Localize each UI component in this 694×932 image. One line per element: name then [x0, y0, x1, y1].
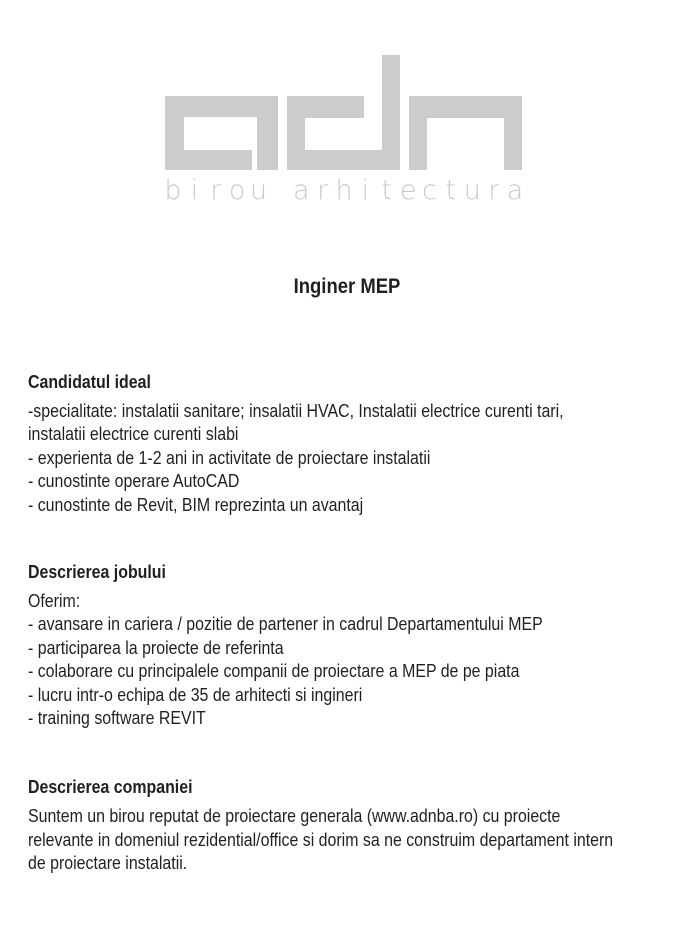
tagline-letter: h	[335, 175, 353, 206]
section-body	[28, 589, 630, 729]
tagline-letter: c	[422, 175, 437, 206]
tagline-letter: i	[190, 175, 199, 206]
body-line: Oferim:	[28, 590, 81, 611]
body-line: - lucru intr-o echipa de 35 de arhitecti si ingineri	[28, 683, 363, 705]
body-line: - avansare in cariera / pozitie de partener in cadrul Departamentului MEP	[28, 613, 543, 635]
body-line: - cunostinte operare AutoCAD	[28, 470, 240, 492]
logo-letter-d	[287, 55, 400, 170]
tagline-letter: u	[249, 175, 268, 206]
tagline-letter: u	[463, 175, 481, 206]
body-line: relevante in domeniul rezidential/office si dorim sa ne construim departament intern	[28, 828, 614, 850]
section-job-description	[28, 560, 630, 729]
body-line: - cunostinte de Revit, BIM reprezinta un avantaj	[28, 493, 364, 515]
company-logo	[0, 0, 694, 220]
logo-letter-a	[165, 96, 278, 170]
tagline-letter: i	[361, 175, 370, 206]
section-ideal-candidate	[28, 370, 630, 516]
tagline-letter: t	[381, 175, 393, 206]
tagline-letter: r	[488, 175, 500, 206]
body-line: - training software REVIT	[28, 707, 206, 729]
tagline-letter: a	[506, 175, 524, 206]
section-body	[28, 399, 630, 516]
section-heading: Descrierea jobului	[28, 561, 166, 582]
body-line: -specialitate: instalatii sanitare; insalatii HVAC, Instalatii electrice curenti tari,	[28, 400, 564, 421]
body-line: - experienta de 1-2 ani in activitate de proiectare instalatii	[28, 446, 431, 468]
logo-tagline	[163, 176, 525, 206]
body-line: - participarea la proiecte de referinta	[28, 636, 284, 658]
section-body	[28, 804, 630, 875]
body-line: de proiectare instalatii.	[28, 852, 188, 873]
body-line: - colaborare cu principalele companii de proiectare a MEP de pe piata	[28, 660, 520, 682]
tagline-letter: a	[292, 175, 310, 206]
tagline-letter: r	[210, 175, 222, 206]
tagline-letter: e	[399, 175, 417, 206]
section-company-description	[28, 775, 630, 875]
section-heading: Candidatul ideal	[28, 371, 151, 392]
job-title: Inginer MEP	[293, 275, 401, 298]
tagline-letter: o	[228, 175, 246, 206]
tagline-space	[270, 176, 290, 206]
section-heading: Descrierea companiei	[28, 776, 193, 797]
logo-letter-n	[409, 96, 522, 170]
tagline-letter: t	[445, 175, 457, 206]
tagline-letter: r	[317, 175, 329, 206]
body-line: instalatii electrice curenti slabi	[28, 423, 239, 445]
tagline-letter: b	[164, 175, 182, 206]
body-line: Suntem un birou reputat de proiectare generala (www.adnba.ro) cu proiecte	[28, 805, 561, 826]
